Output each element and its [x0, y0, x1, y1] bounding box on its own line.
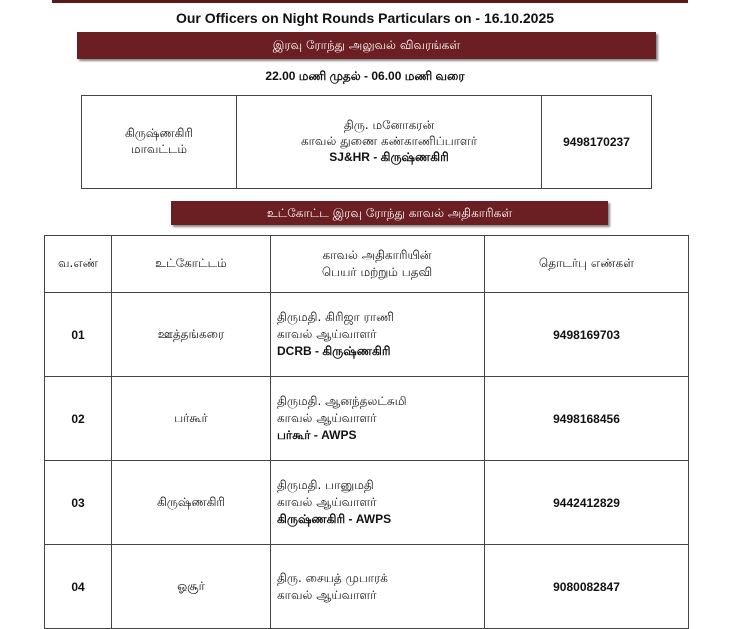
row-phone: 9080082847	[485, 545, 689, 629]
row-phone: 9442412829	[485, 461, 689, 545]
row-subdivision: கிருஷ்ணகிரி	[112, 461, 271, 545]
row-officer	[271, 461, 485, 545]
timing-text: 22.00 மணி முதல் - 06.00 மணி வரை	[265, 69, 465, 83]
row-officer	[271, 377, 485, 461]
row-officer-unit: DCRB - கிருஷ்ணகிரி	[277, 344, 391, 358]
subdivision-officers-table	[44, 235, 689, 629]
row-officer-name: திருமதி. கிரிஜா ராணி	[277, 310, 394, 324]
district-label: மாவட்டம்	[130, 142, 188, 156]
officer-designation: காவல் துணை கண்காணிப்பாளர்	[300, 134, 477, 148]
district-name: கிருஷ்ணகிரி	[124, 126, 194, 140]
district-officer-row	[82, 96, 652, 189]
subdivision-banner: உட்கோட்ட இரவு ரோந்து காவல் அதிகாரிகள்	[171, 201, 608, 225]
table-header-row	[45, 236, 689, 293]
row-sl: 04	[45, 545, 112, 629]
row-officer-name: திரு. சையத் முபாரக்	[277, 570, 388, 585]
officer-unit: SJ&HR - கிருஷ்ணகிரி	[329, 150, 449, 164]
table-row	[45, 545, 689, 629]
row-officer	[271, 293, 485, 377]
row-phone: 9498168456	[485, 377, 689, 461]
district-officer-table	[81, 95, 652, 189]
header-officer-line1: காவல் அதிகாரியின்	[322, 248, 432, 262]
row-phone: 9498169703	[485, 293, 689, 377]
page-title: Our Officers on Night Rounds Particulars on - 16.10.2025	[175, 10, 555, 26]
row-officer-designation: காவல் ஆய்வாளர்	[277, 327, 377, 341]
row-officer-name: திருமதி. பானுமதி	[277, 478, 374, 492]
header-subdivision: உட்கோட்டம்	[112, 236, 271, 293]
row-officer-designation: காவல் ஆய்வாளர்	[277, 411, 377, 425]
row-subdivision: பர்கூர்	[112, 377, 271, 461]
row-officer-designation: காவல் ஆய்வாளர்	[277, 587, 377, 602]
top-border	[52, 0, 688, 3]
row-officer-unit: கிருஷ்ணகிரி - AWPS	[277, 512, 392, 526]
header-phone: தொடர்பு எண்கள்	[485, 236, 689, 293]
row-subdivision: ஊத்தங்கரை	[112, 293, 271, 377]
night-rounds-banner: இரவு ரோந்து அலுவல் விவரங்கள்	[77, 32, 656, 59]
officer-name: திரு. மனோகரன்	[343, 118, 435, 132]
officer-cell	[237, 96, 542, 189]
header-sl: வ.எண்	[45, 236, 112, 293]
row-sl: 03	[45, 461, 112, 545]
table-row	[45, 461, 689, 545]
table-row	[45, 377, 689, 461]
row-officer-name: திருமதி. ஆனந்தலட்சுமி	[277, 394, 407, 408]
header-officer	[271, 236, 485, 293]
row-sl: 01	[45, 293, 112, 377]
officer-phone: 9498170237	[542, 96, 652, 189]
row-officer	[271, 545, 485, 629]
row-sl: 02	[45, 377, 112, 461]
table-row	[45, 293, 689, 377]
row-officer-unit: பர்கூர் - AWPS	[277, 428, 357, 442]
row-subdivision: ஓசூர்	[112, 545, 271, 629]
row-officer-designation: காவல் ஆய்வாளர்	[277, 495, 377, 509]
header-officer-line2: பெயர் மற்றும் பதவி	[321, 265, 433, 279]
district-cell	[82, 96, 237, 189]
